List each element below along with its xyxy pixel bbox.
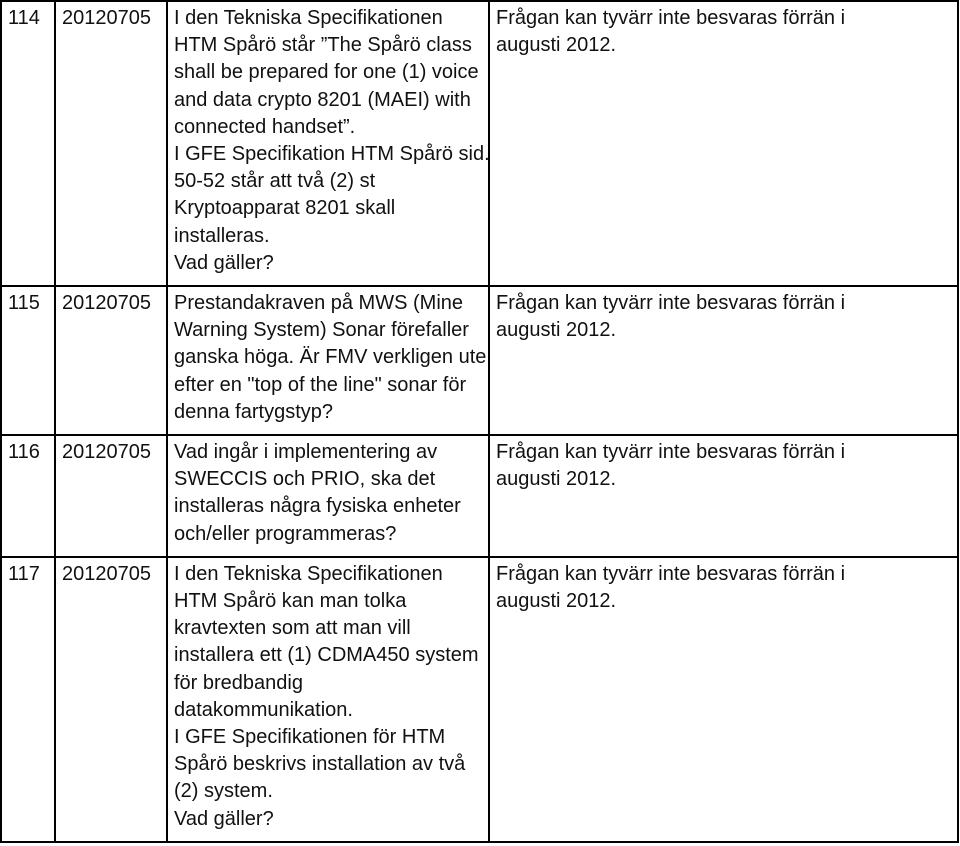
question-line: and data crypto 8201 (MAEI) with: [174, 88, 471, 111]
question-line: HTM Spårö kan man tolka: [174, 590, 407, 613]
table-row: [1, 1, 958, 286]
question-date: 20120705: [55, 1, 167, 286]
answer-line: Frågan kan tyvärr inte besvaras förrän i: [496, 441, 846, 464]
question-line: installeras några fysiska enheter: [174, 495, 461, 518]
question-number: 114: [1, 1, 55, 286]
table-row: [1, 557, 958, 842]
answer-line: augusti 2012.: [496, 468, 617, 491]
answer-text: [489, 286, 958, 435]
question-line: (2) system.: [174, 780, 273, 803]
question-line: Vad gäller?: [174, 807, 274, 830]
question-line: Prestandakraven på MWS (Mine: [174, 292, 464, 315]
answer-line: augusti 2012.: [496, 34, 617, 57]
question-line: I den Tekniska Specifikationen: [174, 7, 443, 29]
question-line: shall be prepared for one (1) voice: [174, 61, 479, 84]
question-line: 50-52 står att två (2) st: [174, 170, 376, 193]
question-date: 20120705: [55, 286, 167, 435]
question-line: efter en "top of the line" sonar för: [174, 373, 467, 396]
question-line: installera ett (1) CDMA450 system: [174, 644, 479, 667]
question-line: SWECCIS och PRIO, ska det: [174, 468, 436, 491]
question-text: [167, 1, 489, 286]
question-line: kravtexten som att man vill: [174, 617, 411, 640]
question-text: [167, 435, 489, 557]
question-text: [167, 286, 489, 435]
question-date: 20120705: [55, 435, 167, 557]
question-text: [167, 557, 489, 842]
answer-text: [489, 435, 958, 557]
question-line: ganska höga. Är FMV verkligen ute: [174, 346, 487, 369]
answer-line: Frågan kan tyvärr inte besvaras förrän i: [496, 292, 846, 315]
question-line: denna fartygstyp?: [174, 400, 333, 423]
question-line: Spårö beskrivs installation av två: [174, 753, 466, 776]
answer-text: [489, 557, 958, 842]
question-date: 20120705: [55, 557, 167, 842]
question-number: 116: [1, 435, 55, 557]
question-line: Vad ingår i implementering av: [174, 441, 438, 464]
answer-line: Frågan kan tyvärr inte besvaras förrän i: [496, 562, 846, 585]
question-line: datakommunikation.: [174, 698, 353, 721]
answer-text: [489, 1, 958, 286]
answer-line: augusti 2012.: [496, 319, 617, 342]
question-number: 117: [1, 557, 55, 842]
answer-line: augusti 2012.: [496, 590, 617, 613]
question-line: I GFE Specifikationen för HTM: [174, 726, 446, 749]
question-line: Vad gäller?: [174, 251, 274, 274]
table-row: [1, 435, 958, 557]
question-number: 115: [1, 286, 55, 435]
answer-line: Frågan kan tyvärr inte besvaras förrän i: [496, 7, 846, 29]
table-row: [1, 286, 958, 435]
question-line: connected handset”.: [174, 115, 356, 138]
question-line: Kryptoapparat 8201 skall: [174, 197, 396, 220]
question-line: för bredbandig: [174, 671, 303, 694]
question-line: och/eller programmeras?: [174, 522, 397, 545]
question-line: installeras.: [174, 224, 270, 247]
qa-table-body: [1, 1, 958, 842]
question-line: HTM Spårö står ”The Spårö class: [174, 34, 472, 57]
question-line: I den Tekniska Specifikationen: [174, 562, 443, 585]
question-line: Warning System) Sonar förefaller: [174, 319, 469, 342]
question-line: I GFE Specifikation HTM Spårö sid.: [174, 143, 490, 166]
